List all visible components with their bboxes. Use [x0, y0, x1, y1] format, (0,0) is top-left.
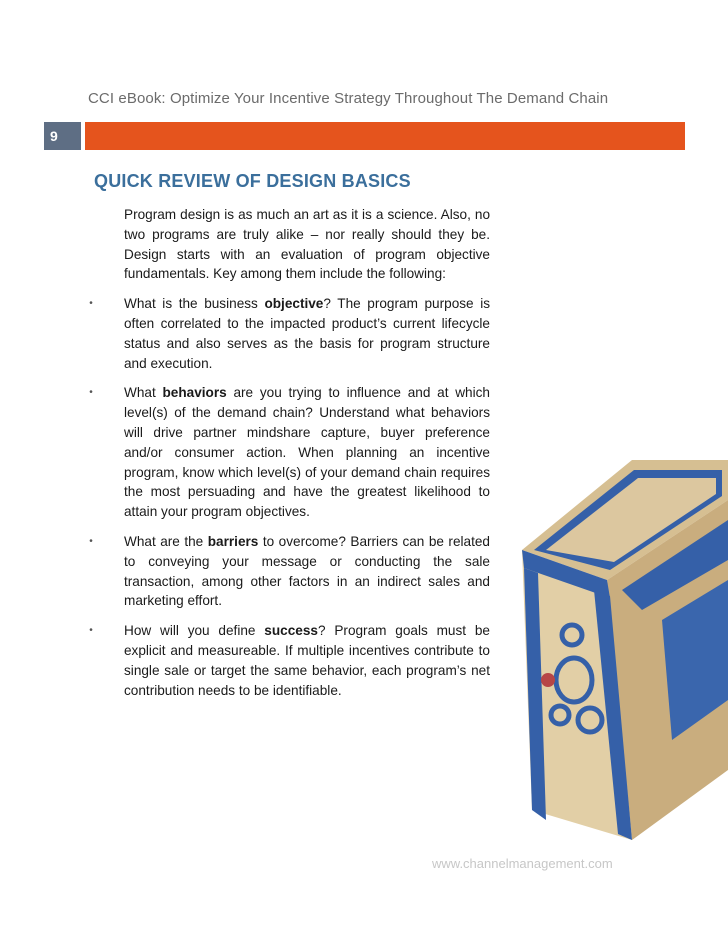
- bullet-text-before: What: [124, 385, 163, 401]
- bullet-item-behaviors: [89, 383, 490, 522]
- bullet-text-after: are you trying to influence and at which level(s) of the demand chain? Understand what behaviors will drive partner mindshare capture, buyer preference and/or consumer action. When planning an incentive program, know which level(s) of your demand chain requires the most persuading and have the greatest likelihood to attain your program objectives.: [124, 385, 490, 520]
- section-title: QUICK REVIEW OF DESIGN BASICS: [94, 171, 411, 191]
- page-number-badge: [44, 122, 81, 150]
- bullet-text-before: What are the: [124, 533, 208, 549]
- bullet-text-before: How will you define: [124, 623, 265, 639]
- document-header-title: CCI eBook: Optimize Your Incentive Strategy Throughout The Demand Chain: [88, 90, 609, 107]
- bullet-keyword: success: [264, 623, 318, 639]
- bullet-item-barriers: [89, 532, 490, 611]
- bullet-keyword: objective: [264, 296, 324, 312]
- bullet-keyword: behaviors: [162, 385, 227, 401]
- bullet-dot-icon: •: [89, 535, 93, 547]
- bullet-text-after: ? The program purpose is often correlated to the impacted product’s current lifecycle status and also serves as the basis for program structure and execution.: [124, 296, 491, 371]
- bullet-text-before: What is the business: [124, 296, 265, 312]
- footer-url: www.channelmanagement.com: [432, 856, 613, 871]
- bullet-item-success: [89, 621, 490, 700]
- bullet-item-objective: [89, 294, 491, 373]
- page-number: 9: [50, 128, 58, 144]
- section-body: [89, 205, 491, 710]
- bullet-keyword: barriers: [207, 533, 259, 549]
- bullet-text-after: ? Program goals must be explicit and measureable. If multiple incentives contribute to single sale or target the same behavior, each program’s net contribution needs to be identifiable.: [124, 623, 490, 698]
- intro-paragraph: Program design is as much an art as it is a science. Also, no two programs are truly alike – nor really should they be. Design starts with an evaluation of program objective fundamentals. Key among them include the following:: [124, 207, 490, 282]
- header-accent-bar: [85, 122, 685, 150]
- block-red-dot: [541, 673, 555, 687]
- bullet-text-after: to overcome? Barriers can be related to conveying your message or conducting the sale transaction, among other factors in an indirect sales and marketing effort.: [124, 533, 490, 609]
- bullet-dot-icon: •: [89, 625, 93, 637]
- bullet-dot-icon: •: [89, 387, 93, 399]
- alphabet-block-image: [512, 440, 728, 840]
- bullet-dot-icon: •: [89, 298, 93, 310]
